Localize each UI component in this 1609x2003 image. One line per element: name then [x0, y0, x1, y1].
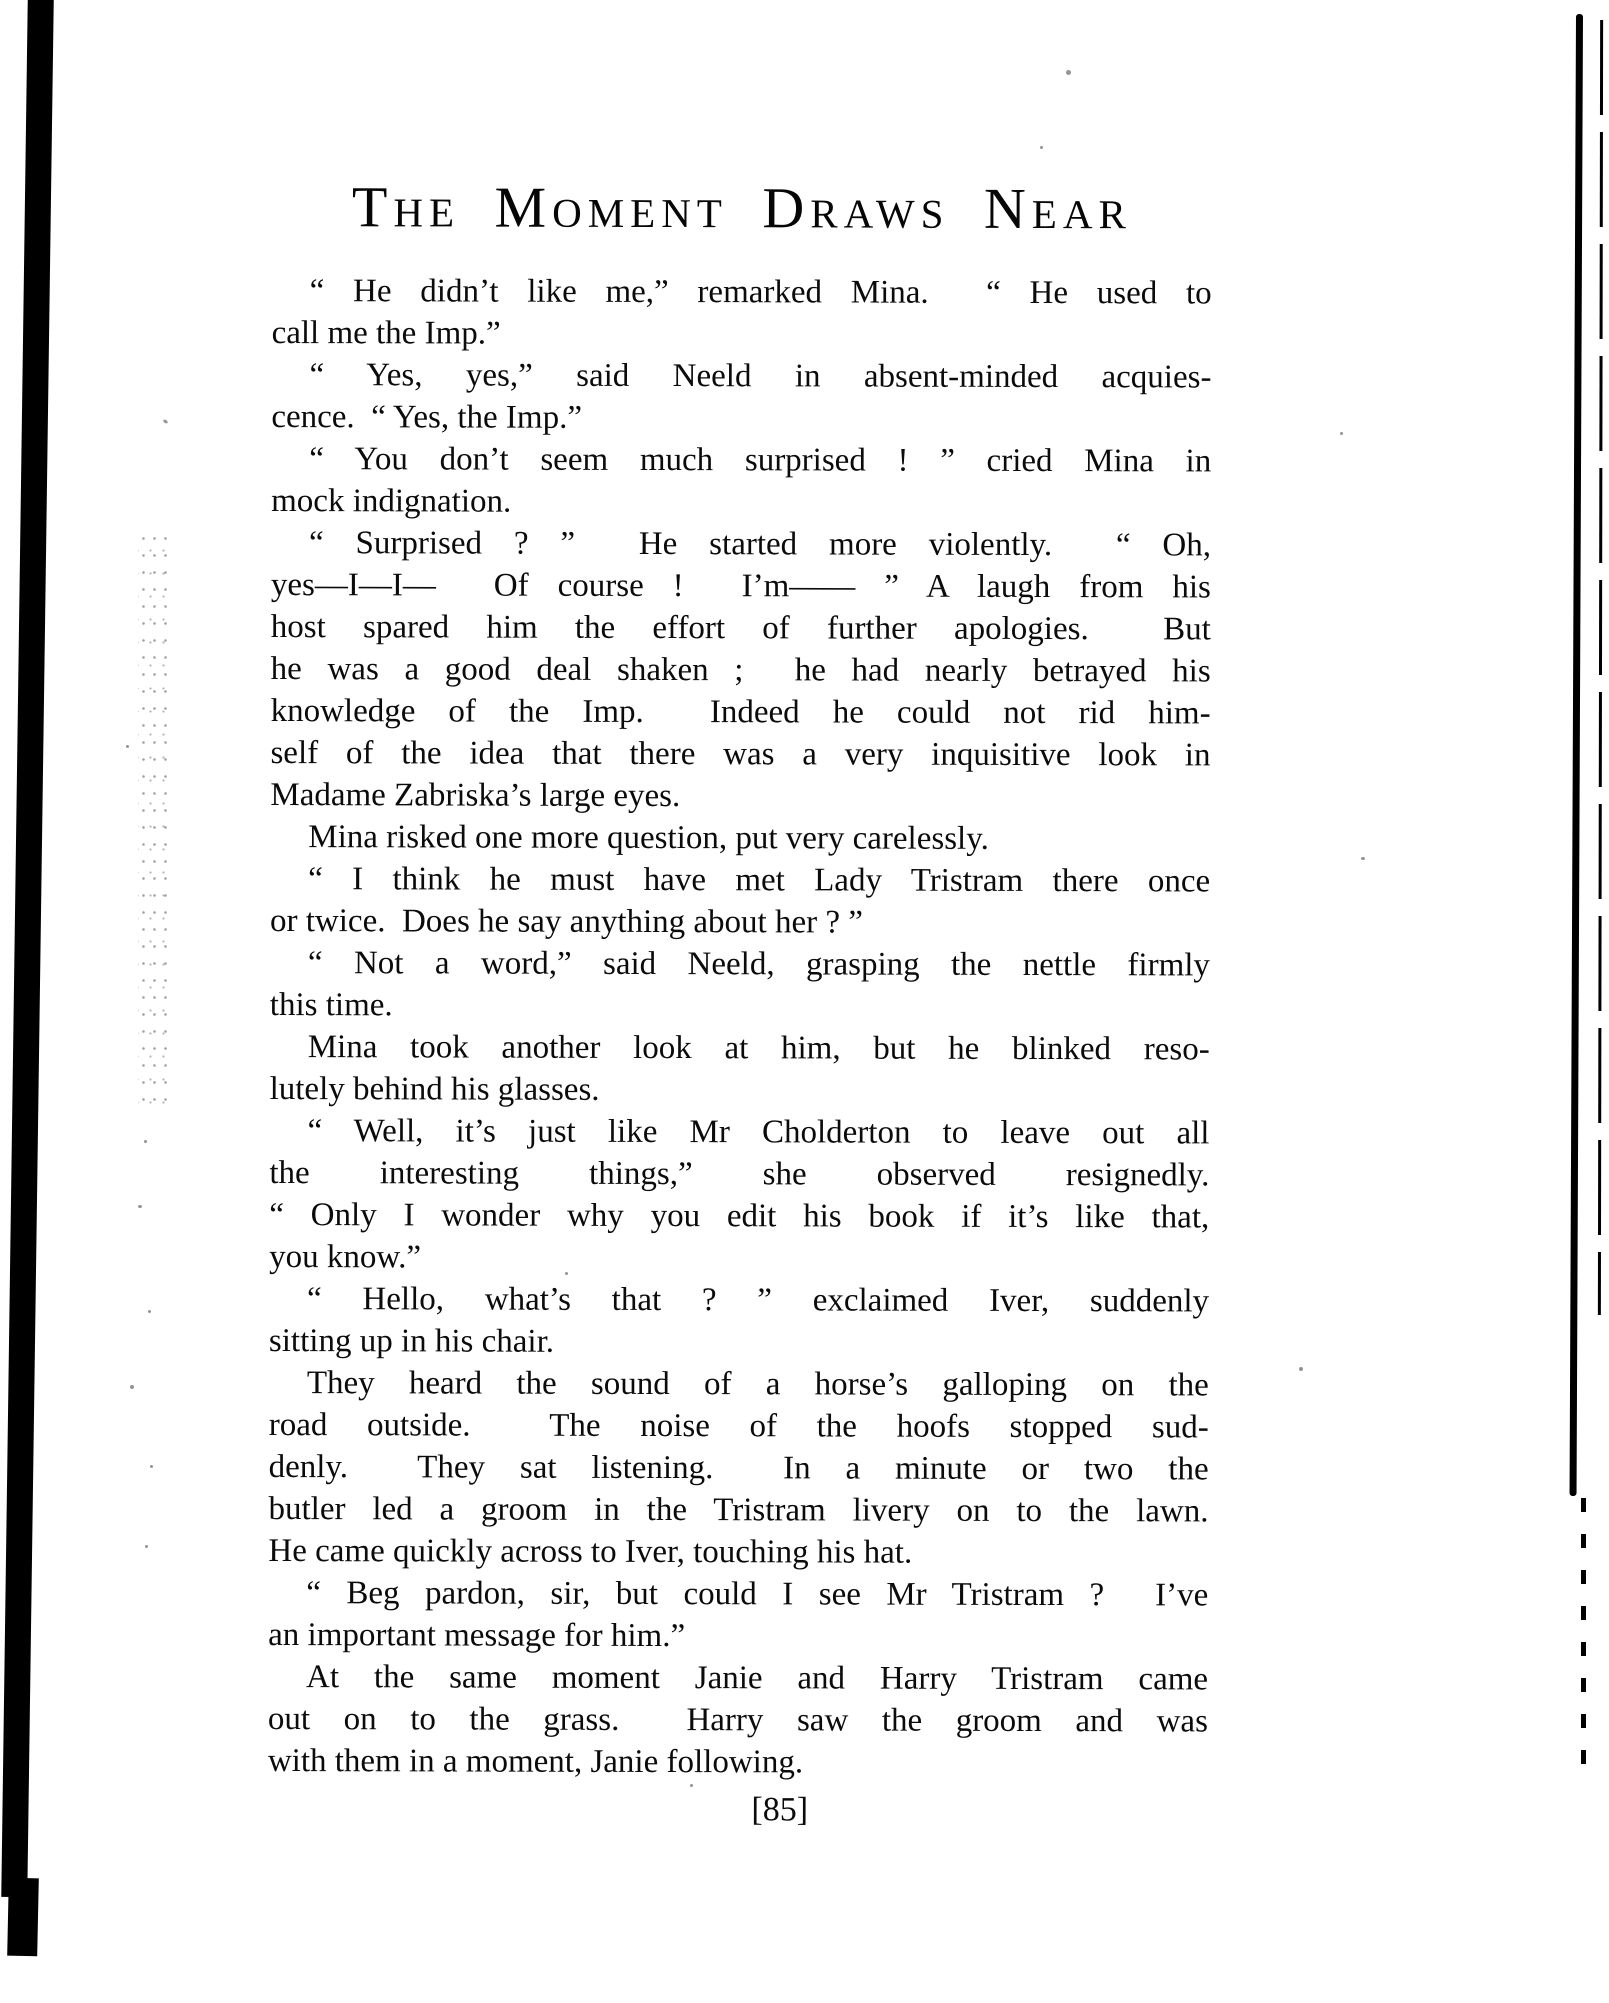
- page-number: [85]: [751, 1791, 809, 1829]
- text-line: “ He didn’t like me,” remarked Mina. “ He used to: [309, 273, 1212, 312]
- text-line: He came quickly across to Iver, touching his hat.: [268, 1532, 913, 1571]
- text-line: “ Beg pardon, sir, but could I see Mr Tristram ? I’ve: [306, 1575, 1209, 1614]
- text-line: cence. “ Yes, the Imp.”: [271, 398, 583, 436]
- scan-speck: [1361, 857, 1365, 860]
- margin-speckle-band: [138, 530, 168, 1110]
- text-line: an important message for him.”: [268, 1616, 686, 1655]
- text-line: “ Hello, what’s that ? ” exclaimed Iver, suddenly: [307, 1281, 1210, 1320]
- text-line: host spared him the effort of further apologies. But: [270, 608, 1211, 648]
- body-text: [268, 270, 1212, 1784]
- text-line: with them in a moment, Janie following.: [267, 1742, 804, 1781]
- scan-speck: [130, 1385, 134, 1389]
- text-line: denly. They sat listening. In a minute or two the: [268, 1448, 1209, 1488]
- text-line: At the same moment Janie and Harry Tristram came: [306, 1659, 1209, 1698]
- scan-speck: [1340, 432, 1343, 435]
- text-line: or twice. Does he say anything about her ? ”: [270, 902, 863, 941]
- scan-speck: [1299, 1367, 1303, 1371]
- text-line: this time.: [269, 986, 393, 1024]
- text-line: he was a good deal shaken ; he had nearly betrayed his: [270, 650, 1211, 690]
- text-line: “ Only I wonder why you edit his book if it’s like that,: [269, 1196, 1210, 1236]
- page-edge-line-artifact: [1570, 14, 1583, 1496]
- scan-gutter-blob-artifact: [7, 1878, 39, 1957]
- text-line: self of the idea that there was a very inquisitive look in: [270, 734, 1211, 774]
- scan-speck: [1040, 146, 1043, 149]
- text-line: sitting up in his chair.: [268, 1322, 555, 1360]
- text-line: “ You don’t seem much surprised ! ” cried Mina in: [309, 441, 1212, 480]
- page-edge-line-tail-artifact: [1581, 1498, 1586, 1768]
- text-line: the interesting things,” she observed resignedly.: [269, 1154, 1210, 1194]
- text-line: Madame Zabriska’s large eyes.: [270, 776, 681, 815]
- scan-speck: [163, 419, 169, 424]
- text-line: knowledge of the Imp. Indeed he could not rid him-: [270, 692, 1211, 732]
- text-line: Mina risked one more question, put very carelessly.: [308, 819, 989, 857]
- text-line: call me the Imp.”: [271, 314, 501, 352]
- chapter-title: The Moment Draws Near: [351, 174, 1132, 242]
- scan-gutter-bar-artifact: [1, 0, 54, 1897]
- text-line: They heard the sound of a horse’s galloping on the: [306, 1365, 1209, 1404]
- scan-speck: [145, 1545, 148, 1548]
- text-line: yes—I—I— Of course ! I’m—— ” A laugh from his: [270, 566, 1211, 606]
- page-edge-thin-line-artifact: [1598, 20, 1603, 1315]
- text-line: road outside. The noise of the hoofs stopped sud-: [268, 1406, 1209, 1446]
- scan-speck: [126, 745, 129, 748]
- page-content: [268, 176, 1212, 1832]
- text-line: lutely behind his glasses.: [269, 1070, 600, 1108]
- scan-speck: [138, 1205, 142, 1208]
- text-line: “ Well, it’s just like Mr Cholderton to leave out all: [307, 1113, 1210, 1152]
- text-line: Mina took another look at him, but he blinked reso-: [307, 1029, 1210, 1068]
- text-line: “ Yes, yes,” said Neeld in absent-minded acquies-: [309, 357, 1212, 396]
- text-line: “ Surprised ? ” He started more violently. “ Oh,: [308, 525, 1212, 564]
- scan-speck: [1066, 70, 1071, 75]
- text-line: mock indignation.: [271, 482, 512, 520]
- text-line: butler led a groom in the Tristram livery on to the lawn.: [268, 1490, 1209, 1530]
- scan-speck: [150, 1465, 153, 1468]
- text-line: out on to the grass. Harry saw the groom and was: [267, 1700, 1209, 1740]
- text-line: “ Not a word,” said Neeld, grasping the nettle firmly: [307, 945, 1210, 984]
- text-line: you know.”: [269, 1238, 422, 1276]
- scan-speck: [148, 1310, 151, 1313]
- text-line: “ I think he must have met Lady Tristram there once: [308, 861, 1211, 900]
- scan-speck: [144, 1140, 147, 1143]
